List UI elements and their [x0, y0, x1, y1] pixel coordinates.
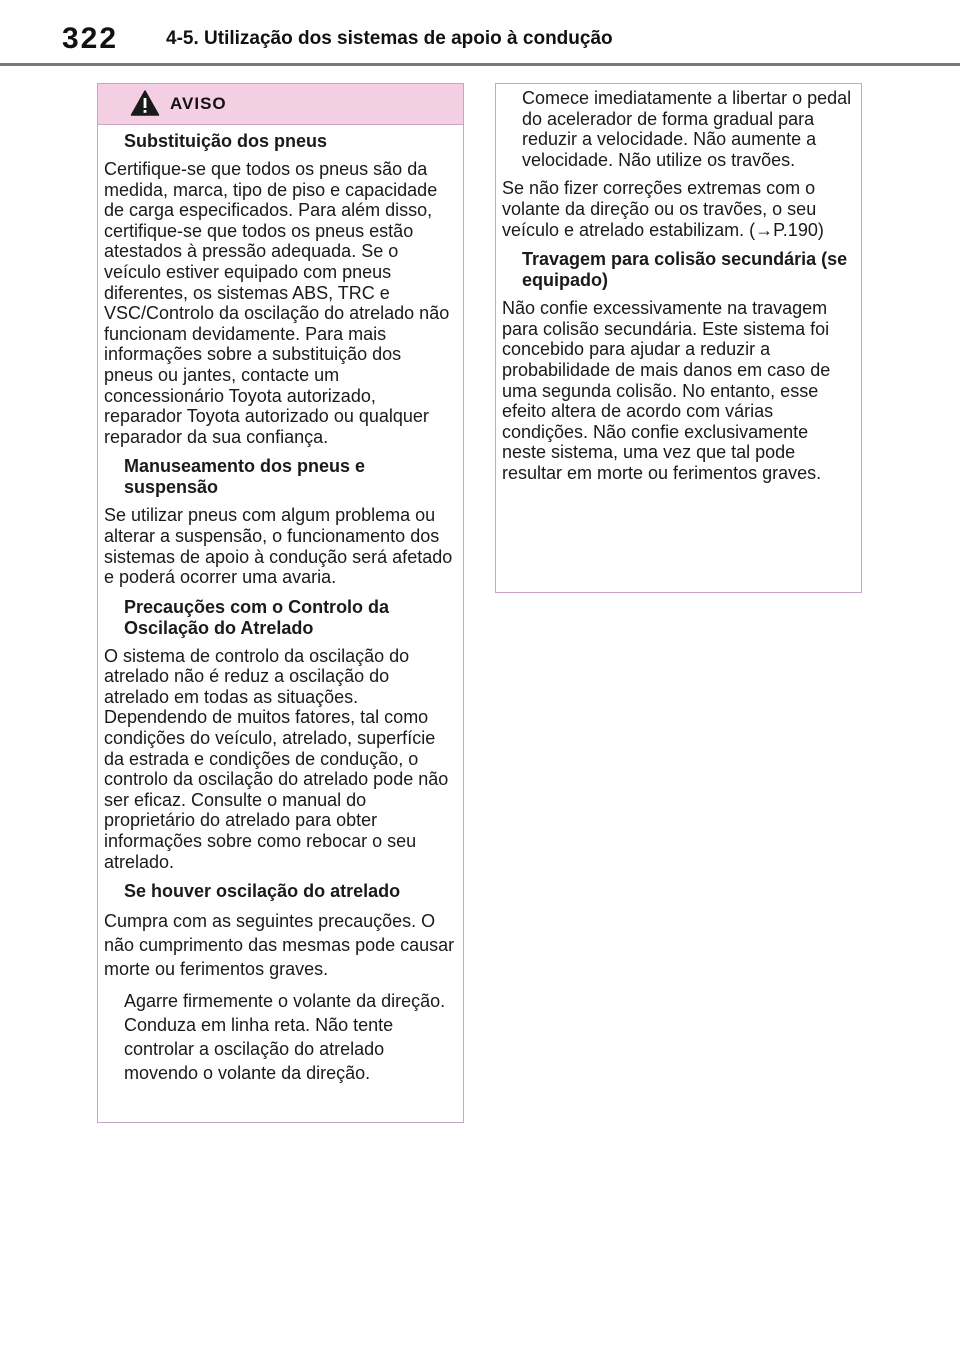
warning-box-left — [97, 83, 464, 1123]
warning-title: AVISO — [170, 94, 227, 113]
section-title: 4-5. Utilização dos sistemas de apoio à condução — [166, 28, 613, 49]
warning-box-right — [495, 83, 862, 593]
warning-body-right — [496, 84, 861, 484]
header-rule — [0, 63, 960, 66]
heading-secondary-collision-brake: Travagem para colisão secundária (se equipado) — [522, 249, 848, 291]
heading-trailer-sway-precautions: Precauções com o Controlo da Oscilação do Atrelado — [124, 596, 390, 638]
paragraph-tire-handling: Se utilizar pneus com algum problema ou alterar a suspensão, o funcionamento dos sistemas de apoio à condução será afetado e poderá ocorrer uma avaria. — [104, 505, 453, 588]
heading-trailer-sway: Se houver oscilação do atrelado — [124, 881, 401, 902]
warning-body-left — [98, 125, 463, 1085]
heading-tire-replacement: Substituição dos pneus — [124, 131, 328, 151]
paragraph-trailer-sway: Cumpra com as seguintes precauções. O não cumprimento das mesmas pode causar morte ou ferimentos graves. — [104, 911, 455, 980]
paragraph-release-accelerator: Comece imediatamente a libertar o pedal do acelerador de forma gradual para reduzir a velocidade. Não aumente a velocidade. Não utilize os travões. — [522, 88, 852, 170]
paragraph-tire-replacement: Certifique-se que todos os pneus são da medida, marca, tipo de piso e capacidade de carga especificados. Para além disso, certifique-se que todos os pneus estão atestados à pressão adequada. Se o veículo estiver equipado com pneus diferentes, os sistemas ABS, TRC e VSC/Controlo da oscilação do atrelado não funcionam devidamente. Para mais informações sobre a substituição dos pneus ou jantes, contacte um concessionário Toyota autorizado, reparador Toyota autorizado ou qualquer reparador da sua confiança. — [104, 159, 450, 447]
page-number: 322 — [62, 22, 119, 55]
warning-header — [98, 84, 463, 125]
page-header — [0, 0, 960, 70]
paragraph-trailer-sway-precautions: O sistema de controlo da oscilação do atrelado não é reduz a oscilação do atrelado em todas as situações. Dependendo de muitos fatores, tal como condições do veículo, atrelado, superfície da estrada e condições de condução, o controlo da oscilação do atrelado pode não ser eficaz. Consulte o manual do proprietário do atrelado para obter informações sobre como rebocar o seu atrelado. — [104, 645, 449, 872]
warning-triangle-icon — [130, 89, 160, 117]
paragraph-secondary-collision-brake: Não confie excessivamente na travagem para colisão secundária. Este sistema foi concebido para ajudar a reduzir a probabilidade de mais danos em caso de uma segunda colisão. No entanto, esse efeito altera de acordo com várias condições. Não confie exclusivamente neste sistema, uma vez que tal pode resultar em morte ou ferimentos graves. — [502, 298, 831, 483]
heading-tire-handling: Manuseamento dos pneus e suspensão — [124, 456, 366, 498]
paragraph-trailer-sway-steering: Agarre firmemente o volante da direção. Conduza em linha reta. Não tente controlar a oscilação do atrelado movendo o volante da direção. — [124, 991, 446, 1084]
paragraph-stabilize: Se não fizer correções extremas com o volante da direção ou os travões, o seu veículo e atrelado estabilizam. (→P.190) — [502, 178, 824, 240]
